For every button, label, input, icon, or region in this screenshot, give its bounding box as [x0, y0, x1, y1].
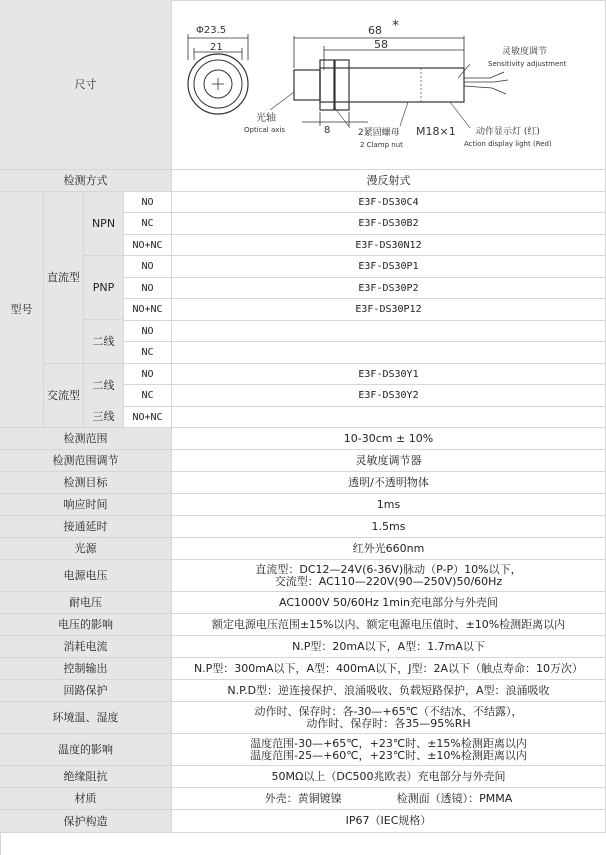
spec-value — [172, 658, 606, 680]
model-output-type: NO+NC — [124, 407, 172, 428]
detect-method-label: 检测方式 — [0, 170, 172, 192]
dc-two-wire-label: 二线 — [84, 320, 124, 364]
spec-label: 保护构造 — [0, 810, 172, 833]
spec-value-line: 额定电源电压范围±15%以内、额定电源电压值时、±10%检测距离以内 — [211, 617, 566, 631]
model-number: E3F-DS30N12 — [172, 235, 606, 256]
model-output-type: NO — [124, 278, 172, 299]
sensitivity-label-cn: 灵敏度调节 — [502, 47, 548, 57]
optical-axis-label-cn: 光轴 — [256, 113, 276, 124]
npn-label: NPN — [84, 192, 124, 256]
spec-value-line: 动作时、保存时：各35—95%RH — [306, 716, 471, 730]
dim-58: 58 — [374, 38, 388, 51]
model-output-type: NO — [124, 321, 172, 342]
model-output-type: NO — [124, 256, 172, 278]
sensitivity-label-en: Sensitivity adjustment — [488, 60, 567, 68]
spec-label: 温度的影响 — [0, 734, 172, 766]
model-number: E3F-DS30Y2 — [172, 385, 606, 407]
model-number: E3F-DS30Y1 — [172, 364, 606, 385]
model-number: E3F-DS30P2 — [172, 278, 606, 299]
spec-label: 响应时间 — [0, 494, 172, 516]
spec-value-line: AC1000V 50/60Hz 1min充电部分与外壳间 — [278, 595, 498, 609]
spec-value — [172, 636, 606, 658]
spec-label: 接通延时 — [0, 516, 172, 538]
spec-value-line: 1.5ms — [371, 519, 406, 533]
spec-label: 回路保护 — [0, 680, 172, 702]
ac-type-label: 交流型 — [44, 364, 84, 428]
spec-value-line: 50MΩ以上（DC500兆欧表）充电部分与外壳间 — [271, 769, 506, 783]
spec-value — [172, 810, 606, 833]
spec-value-line: 灵敏度调节器 — [355, 453, 422, 467]
model-output-type: NO — [124, 192, 172, 213]
dim-21: 21 — [210, 42, 223, 53]
spec-label: 检测范围 — [0, 428, 172, 450]
model-output-type: NO+NC — [124, 299, 172, 321]
spec-value — [172, 494, 606, 516]
spec-value — [172, 450, 606, 472]
spec-label: 环境温、湿度 — [0, 702, 172, 734]
spec-value — [172, 428, 606, 450]
model-number — [172, 321, 606, 342]
spec-value — [172, 614, 606, 636]
clamp-nut-label-cn: 2紧固螺母 — [358, 128, 400, 138]
optical-axis-label-en: Optical axis — [244, 126, 285, 134]
spec-value-line: 10-30cm ± 10% — [343, 431, 434, 445]
clamp-nut-label-en: 2 Clamp nut — [360, 141, 403, 149]
model-number: E3F-DS30P1 — [172, 256, 606, 278]
pnp-label: PNP — [84, 256, 124, 320]
model-output-type: NC — [124, 213, 172, 235]
spec-label: 电压的影响 — [0, 614, 172, 636]
spec-value — [172, 560, 606, 592]
model-number: E3F-DS30C4 — [172, 192, 606, 213]
dim-asterisk: * — [392, 18, 399, 34]
spec-value — [172, 702, 606, 734]
ac-three-wire-label: 三线 — [84, 406, 124, 428]
spec-value — [172, 538, 606, 560]
model-output-type: NC — [124, 342, 172, 364]
spec-label: 消耗电流 — [0, 636, 172, 658]
spec-value-line: 外壳：黄铜镀镍 检测面（透镜）：PMMA — [264, 791, 513, 805]
spec-value-line: N.P.D型：逆连接保护、浪涌吸收、负载短路保护，A型：浪涌吸收 — [227, 683, 550, 697]
action-light-label-cn: 动作显示灯 (红) — [476, 127, 540, 137]
spec-value-line: IP67（IEC规格） — [345, 814, 432, 827]
spec-value-line: 交流型：AC110—220V(90—250V)50/60Hz — [274, 574, 503, 588]
spec-label: 绝缘阻抗 — [0, 766, 172, 788]
spec-value — [172, 516, 606, 538]
spec-value — [172, 680, 606, 702]
model-output-type: NO+NC — [124, 235, 172, 256]
size-diagram-cell — [172, 0, 606, 170]
spec-label: 材质 — [0, 788, 172, 810]
spec-value-line: 温度范围-30—+65℃，+23℃时、±15%检测距离以内 — [250, 736, 527, 750]
model-number: E3F-DS30P12 — [172, 299, 606, 321]
dim-8: 8 — [324, 125, 331, 136]
spec-label: 检测目标 — [0, 472, 172, 494]
model-output-type: NO — [124, 364, 172, 385]
spec-value-line: 直流型：DC12—24V(6-36V)脉动（P-P）10%以下， — [255, 562, 522, 576]
dc-type-label: 直流型 — [44, 192, 84, 364]
spec-value — [172, 766, 606, 788]
dim-68: 68 — [368, 24, 382, 37]
action-light-label-en: Action display light (Red) — [464, 140, 552, 148]
model-number — [172, 407, 606, 428]
spec-label: 光源 — [0, 538, 172, 560]
spec-label: 控制输出 — [0, 658, 172, 680]
spec-label: 检测范围调节 — [0, 450, 172, 472]
model-label: 型号 — [0, 192, 44, 428]
spec-value-line: 动作时、保存时：各-30—+65℃（不结冰、不结露）， — [254, 704, 523, 718]
spec-value-line: 透明/不透明物体 — [348, 475, 429, 489]
spec-value — [172, 472, 606, 494]
size-label: 尺寸 — [0, 0, 172, 170]
model-output-type: NC — [124, 385, 172, 407]
ac-two-wire-label: 二线 — [84, 364, 124, 408]
spec-value-line: 1ms — [376, 497, 401, 511]
spec-value-line: N.P型：20mA以下，A型：1.7mA以下 — [292, 639, 485, 653]
thread-label: M18×1 — [416, 125, 456, 138]
detect-method-value: 漫反射式 — [172, 170, 606, 192]
spec-value — [172, 592, 606, 614]
spec-value — [172, 788, 606, 810]
spec-value-line: 红外光660nm — [352, 541, 425, 555]
model-number: E3F-DS30B2 — [172, 213, 606, 235]
dim-diameter: Φ23.5 — [196, 25, 227, 36]
spec-label: 电源电压 — [0, 560, 172, 592]
spec-value-line: N.P型：300mA以下，A型：400mA以下，J型：2A以下（触点寿命：10万次） — [193, 661, 584, 675]
model-number — [172, 342, 606, 364]
spec-value-line: 温度范围-25—+60℃，+23℃时、±10%检测距离以内 — [250, 748, 527, 762]
spec-label: 耐电压 — [0, 592, 172, 614]
spec-value — [172, 734, 606, 766]
